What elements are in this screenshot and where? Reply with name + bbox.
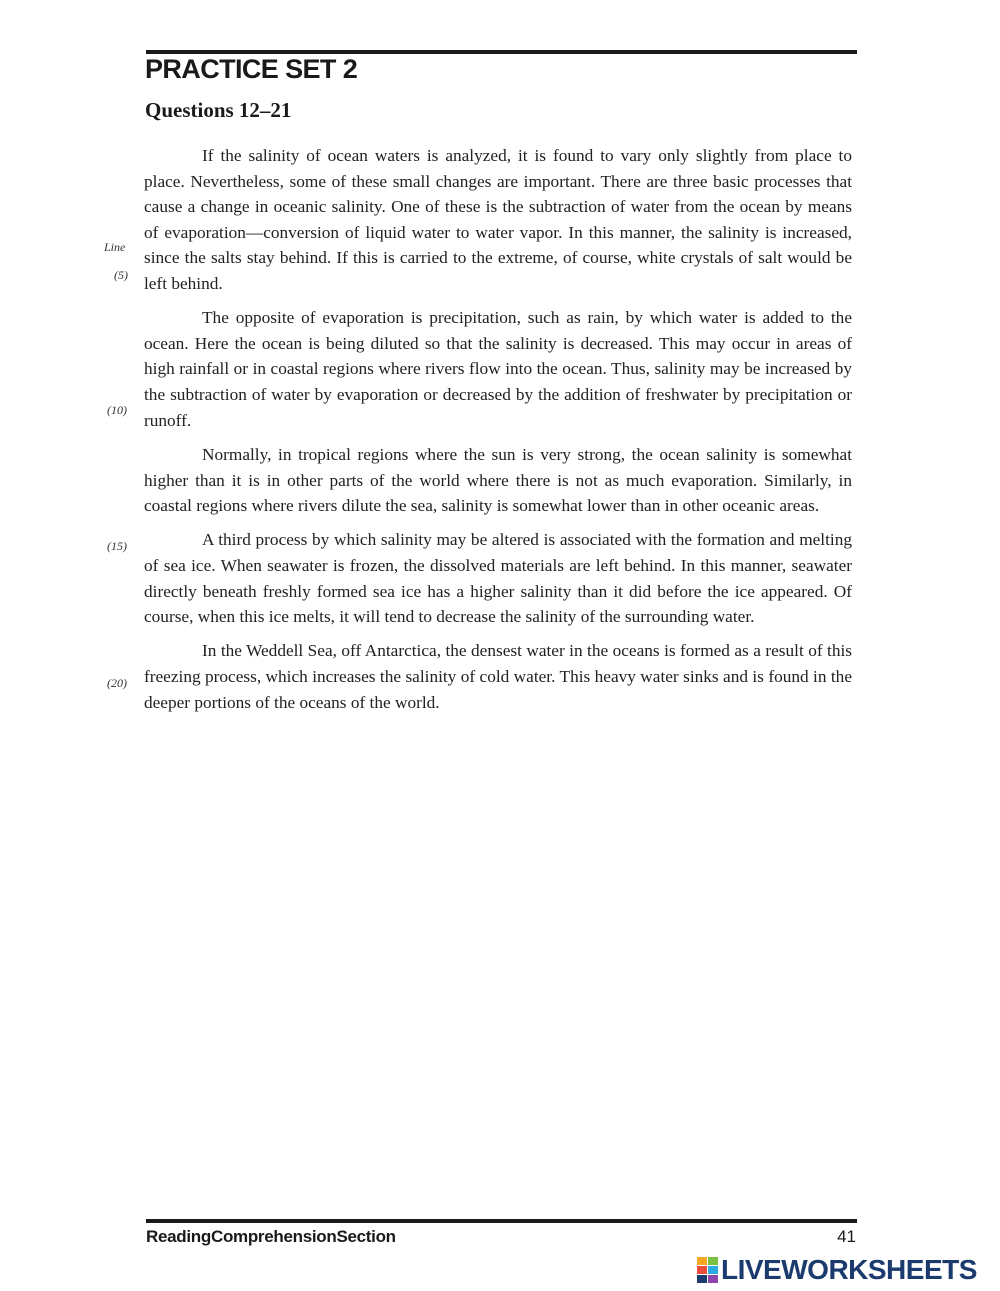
line-marker-5: (5) xyxy=(114,268,128,282)
practice-set-title: PRACTICE SET 2 xyxy=(145,54,358,84)
liveworksheets-logo-icon xyxy=(697,1257,719,1283)
line-marker-15: (15) xyxy=(107,539,127,553)
passage-paragraph-4: A third process by which salinity may be altered is associated with the formation and melting of sea ice. When seawater is frozen, the dissolved materials are left behind. In this manner, seawater directly beneath freshly formed sea ice has a higher salinity than it did before the ice appeared. Of course, when this ice melts, it will tend to decrease the salinity of the surrounding water. xyxy=(144,530,852,627)
bottom-rule xyxy=(146,1219,857,1223)
line-label: Line xyxy=(104,240,126,254)
line-marker-20: (20) xyxy=(107,676,127,690)
passage-paragraph-5: In the Weddell Sea, off Antarctica, the densest water in the oceans is formed as a result of this freezing process, which increases the salinity of cold water. This heavy water sinks and is found in the deeper portions of the oceans of the world. xyxy=(144,641,852,712)
footer-section-title: ReadingComprehensionSection xyxy=(146,1227,396,1246)
questions-heading: Questions 12–21 xyxy=(145,98,292,122)
reading-passage xyxy=(144,143,852,724)
line-marker-10: (10) xyxy=(107,403,127,417)
passage-paragraph-2: The opposite of evaporation is precipitation, such as rain, by which water is added to the ocean. Here the ocean is being diluted so that the salinity is decreased. This may occur in areas of high rainfall or in coastal regions where rivers flow into the ocean. Thus, salinity may be increased by the subtraction of water by evaporation or decreased by the addition of freshwater by precipitation or runoff. xyxy=(144,308,852,430)
page-number: 41 xyxy=(837,1227,856,1246)
passage-paragraph-1: If the salinity of ocean waters is analyzed, it is found to vary only slightly from place to place. Nevertheless, some of these small changes are important. There are three basic processes that cause a change in oceanic salinity. One of these is the subtraction of water from the ocean by means of evaporation—conversion of liquid water to water vapor. In this manner, the salinity is increased, since the salts stay behind. If this is carried to the extreme, of course, white crystals of salt would be left behind. xyxy=(144,146,852,293)
passage-paragraph-3: Normally, in tropical regions where the sun is very strong, the ocean salinity is somewhat higher than it is in other parts of the world where there is not as much evaporation. Similarly, in coastal regions where rivers dilute the sea, salinity is somewhat lower than in other oceanic areas. xyxy=(144,444,852,516)
liveworksheets-logo[interactable] xyxy=(697,1256,977,1284)
liveworksheets-wordmark: LIVEWORKSHEETS xyxy=(721,1254,977,1285)
